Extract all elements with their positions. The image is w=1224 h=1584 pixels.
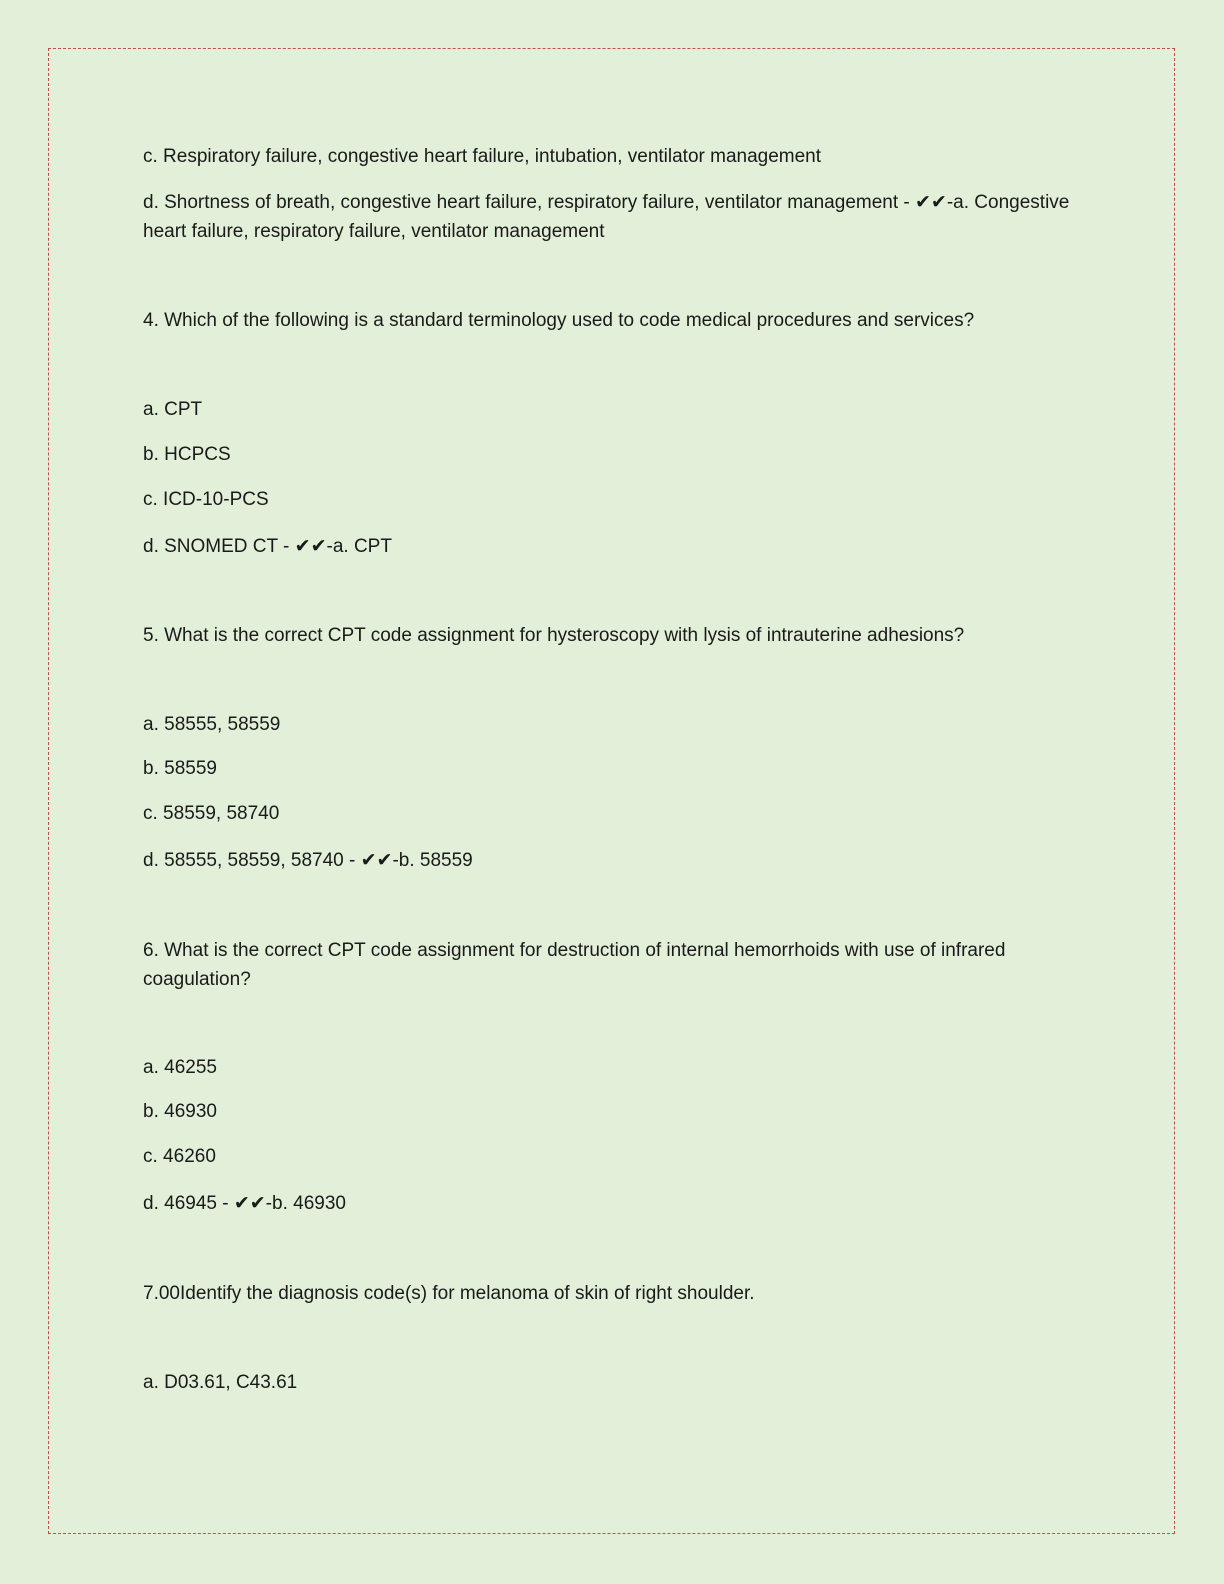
question-5: 5. What is the correct CPT code assignment for hysteroscopy with lysis of intrauterine adhesions? bbox=[143, 625, 965, 646]
question-6: 6. What is the correct CPT code assignment for destruction of internal hemorrhoids with use of infrared coagulation? bbox=[143, 940, 1006, 990]
option-4d-answer: d. SNOMED CT - ✔✔-a. CPT bbox=[143, 536, 392, 557]
option-6c: c. 46260 bbox=[143, 1146, 216, 1167]
option-3c: c. Respiratory failure, congestive heart failure, intubation, ventilator management bbox=[143, 146, 822, 167]
option-4a: a. CPT bbox=[143, 399, 203, 420]
option-6b: b. 46930 bbox=[143, 1101, 217, 1122]
option-7a: a. D03.61, C43.61 bbox=[143, 1372, 298, 1393]
option-6d-answer: d. 46945 - ✔✔-b. 46930 bbox=[143, 1193, 346, 1214]
question-4: 4. Which of the following is a standard terminology used to code medical procedures and services? bbox=[143, 310, 975, 331]
option-5b: b. 58559 bbox=[143, 758, 217, 779]
option-5c: c. 58559, 58740 bbox=[143, 803, 280, 824]
option-4b: b. HCPCS bbox=[143, 444, 231, 465]
question-7: 7.00Identify the diagnosis code(s) for melanoma of skin of right shoulder. bbox=[143, 1283, 755, 1304]
option-5d-answer: d. 58555, 58559, 58740 - ✔✔-b. 58559 bbox=[143, 850, 473, 871]
option-5a: a. 58555, 58559 bbox=[143, 714, 281, 735]
option-4c: c. ICD-10-PCS bbox=[143, 489, 269, 510]
option-3d-answer: d. Shortness of breath, congestive heart failure, respiratory failure, ventilator management - ✔✔-a. Congestive heart failure, respiratory failure, ventilator management bbox=[143, 192, 1070, 242]
option-6a: a. 46255 bbox=[143, 1057, 217, 1078]
page-border bbox=[48, 48, 1175, 1534]
